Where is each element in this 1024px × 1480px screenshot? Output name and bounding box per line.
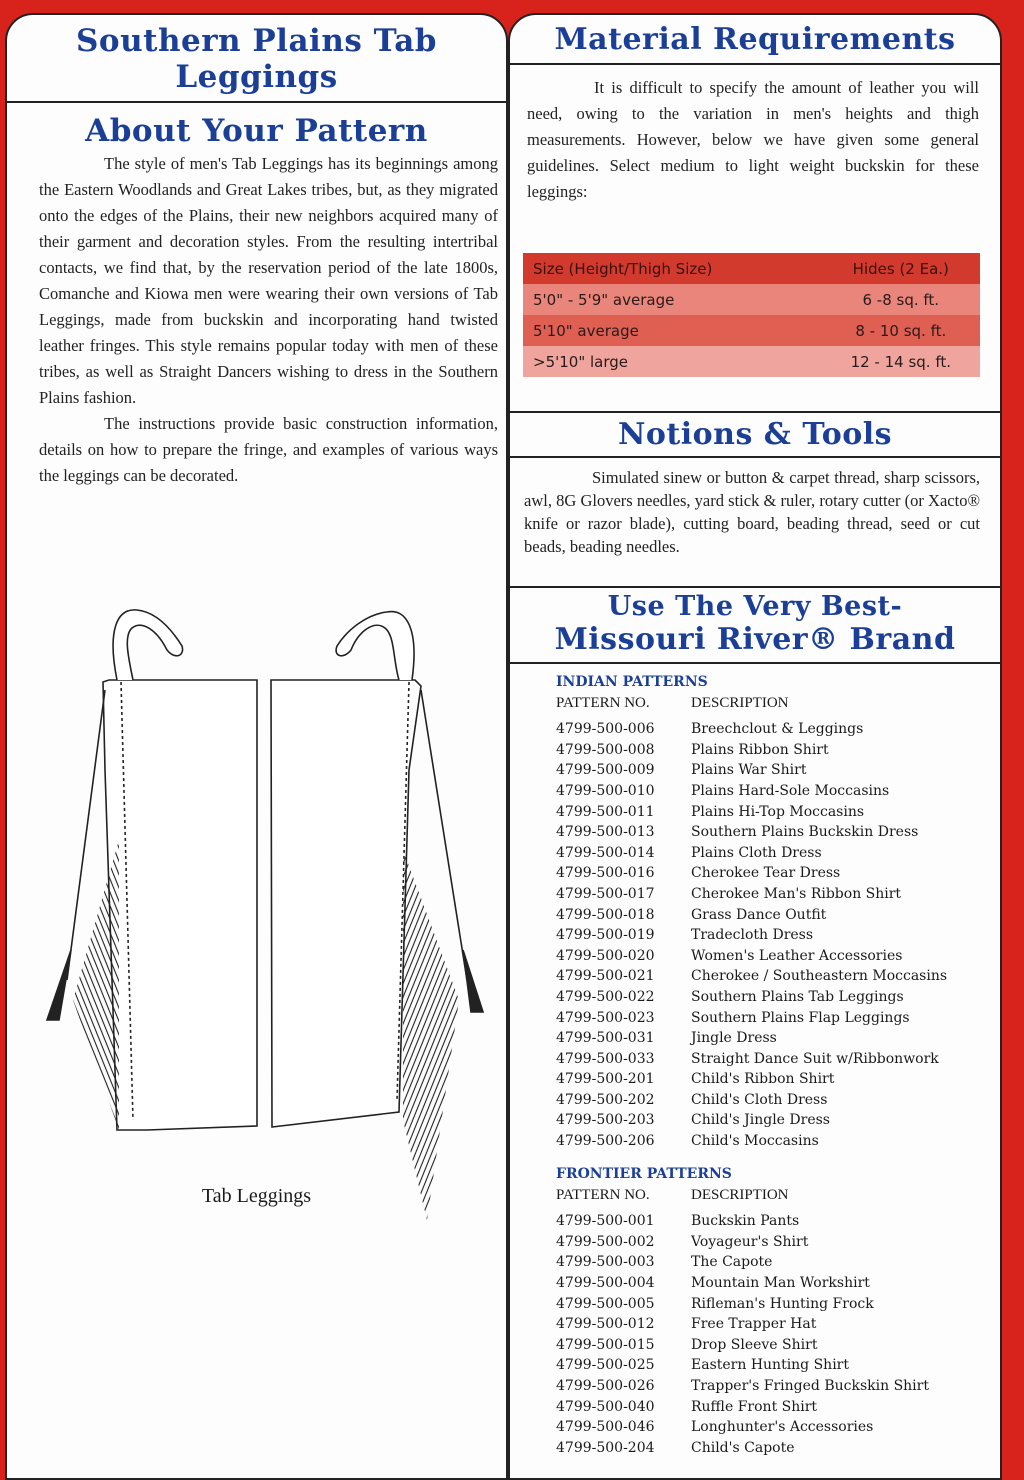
size-cell: 5'0" - 5'9" average [523,284,822,315]
pattern-description: Child's Capote [691,1439,795,1456]
pattern-number: 4799-500-020 [556,947,655,964]
list-item [556,1028,976,1049]
table-row [523,346,980,377]
pattern-number: 4799-500-033 [556,1050,655,1067]
left-panel [5,13,508,1480]
pattern-number: 4799-500-003 [556,1254,655,1271]
frontier-patterns-list [556,1164,976,1458]
pattern-number: 4799-500-026 [556,1377,655,1394]
notions-heading: Notions & Tools [617,416,893,452]
pattern-number: 4799-500-010 [556,782,655,799]
title-block [7,15,506,101]
list-item [556,1211,976,1232]
list-item [556,905,976,926]
pattern-number: 4799-500-025 [556,1357,655,1374]
illustration-caption: Tab Leggings [201,1185,312,1207]
pattern-description: Trapper's Fringed Buckskin Shirt [691,1377,929,1394]
pattern-description: Buckskin Pants [691,1213,800,1230]
list-item [556,843,976,864]
notions-text: Simulated sinew or button & carpet thread, sharp scissors, awl, 8G Glovers needles, yard stick & ruler, rotary cutter (or Xacto® knife or razor blade), cutting board, beading thread, seed or cut beads, beading needles. [524,468,980,556]
pattern-description: Drop Sleeve Shirt [691,1336,818,1353]
pattern-number: 4799-500-008 [556,741,655,758]
pattern-no-header: PATTERN NO. [556,694,650,711]
divider [7,101,506,103]
pattern-description: Jingle Dress [691,1030,777,1047]
frontier-patterns-label: FRONTIER PATTERNS [556,1166,732,1182]
list-item [556,1069,976,1090]
list-item [556,1294,976,1315]
brand-heading-line2: Missouri River® Brand [554,622,956,657]
pattern-no-header: PATTERN NO. [556,1186,650,1203]
pattern-description: Ruffle Front Shirt [691,1398,818,1415]
pattern-description: Child's Ribbon Shirt [691,1071,835,1088]
table-header-row [523,253,980,284]
pattern-description: Longhunter's Accessories [691,1419,874,1436]
brand-heading-box [510,591,1000,657]
list-item [556,1049,976,1070]
pattern-number: 4799-500-019 [556,927,655,944]
pattern-number: 4799-500-014 [556,844,655,861]
pattern-number: 4799-500-011 [556,803,655,820]
hides-column-header: Hides (2 Ea.) [822,253,980,284]
hides-cell: 8 - 10 sq. ft. [822,315,980,346]
column-header-row [556,693,976,714]
pattern-description: Plains Cloth Dress [691,844,822,861]
material-heading: Material Requirements [554,21,956,57]
pattern-number: 4799-500-023 [556,1009,655,1026]
pattern-number: 4799-500-002 [556,1233,655,1250]
pattern-description: Plains Hard-Sole Moccasins [691,782,890,799]
divider [510,662,1000,664]
list-item [556,1376,976,1397]
list-item [556,1252,976,1273]
table-row [523,315,980,346]
right-legging [271,612,483,1220]
pattern-number: 4799-500-022 [556,988,655,1005]
list-item [556,822,976,843]
left-legging [47,610,257,1130]
material-text: It is difficult to specify the amount of leather you will need, owing to the variation in men's heights and thigh measurements. However, below we have given some general guidelines. Select medium to light weight buckskin for these leggings: [527,78,979,201]
pattern-description: Eastern Hunting Shirt [691,1357,849,1374]
list-item [556,802,976,823]
about-paragraph-1: The style of men's Tab Leggings has its beginnings among the Eastern Woodlands and Great Lakes tribes, but, as they migrated onto the edges of the Plains, their new neighbors acquired many of their garment and decoration styles. From the resulting intertribal contacts, we find that, by the reservation period of the late 1800s, Comanche and Kiowa men were wearing their own versions of Tab Leggings, made from buckskin and incorporating hand twisted leather fringes. This style remains popular today with men of these tribes, as well as Straight Dancers wishing to dress in the Southern Plains fashion. [39,154,498,407]
list-item [556,925,976,946]
pattern-description: Cherokee Tear Dress [691,865,841,882]
list-item [556,987,976,1008]
pattern-description: Plains Ribbon Shirt [691,741,829,758]
pattern-number: 4799-500-013 [556,824,655,841]
pattern-description: Women's Leather Accessories [691,947,903,964]
indian-patterns-label: INDIAN PATTERNS [556,674,708,690]
indian-rows [556,719,976,1151]
pattern-number: 4799-500-004 [556,1274,655,1291]
pattern-number: 4799-500-001 [556,1213,655,1230]
list-item [556,740,976,761]
about-paragraph-2: The instructions provide basic construction information, details on how to prepare the fringe, and examples of various ways the leggings can be decorated. [39,414,498,485]
pattern-description: Breechclout & Leggings [691,721,864,738]
brand-heading-line1: Use The Very Best- [607,591,903,622]
notions-heading-box [510,413,1000,455]
pattern-number: 4799-500-016 [556,865,655,882]
pattern-number: 4799-500-005 [556,1295,655,1312]
divider [510,63,1000,65]
pattern-description: Southern Plains Buckskin Dress [691,824,919,841]
pattern-number: 4799-500-012 [556,1316,655,1333]
list-item [556,1090,976,1111]
hides-cell: 6 -8 sq. ft. [822,284,980,315]
pattern-number: 4799-500-009 [556,762,655,779]
page-title-line2: Leggings [175,59,338,95]
indian-patterns-list [556,672,976,1152]
pattern-description: Cherokee / Southeastern Moccasins [691,968,948,985]
pattern-description: Rifleman's Hunting Frock [691,1295,874,1312]
pattern-number: 4799-500-040 [556,1398,655,1415]
pattern-number: 4799-500-015 [556,1336,655,1353]
material-heading-box [510,15,1000,63]
size-column-header: Size (Height/Thigh Size) [523,253,822,284]
tab-leggings-illustration [7,600,506,1260]
pattern-number: 4799-500-031 [556,1030,655,1047]
description-header: DESCRIPTION [691,1186,789,1203]
hides-cell: 12 - 14 sq. ft. [822,346,980,377]
about-heading: About Your Pattern [85,113,428,149]
list-item [556,1131,976,1152]
pattern-description: Southern Plains Tab Leggings [691,988,904,1005]
pattern-number: 4799-500-018 [556,906,655,923]
description-header: DESCRIPTION [691,694,789,711]
list-item [556,884,976,905]
list-item [556,1273,976,1294]
page-title-line1: Southern Plains Tab [76,23,437,59]
pattern-description: Voyageur's Shirt [691,1233,809,1250]
pattern-number: 4799-500-201 [556,1071,655,1088]
pattern-description: Free Trapper Hat [691,1316,817,1333]
divider [510,456,1000,458]
list-item [556,946,976,967]
pattern-description: Mountain Man Workshirt [691,1274,870,1291]
pattern-number: 4799-500-006 [556,721,655,738]
list-item [556,781,976,802]
about-text [7,151,506,489]
divider [510,586,1000,588]
list-item [556,1314,976,1335]
size-table [523,253,980,377]
pattern-description: Straight Dance Suit w/Ribbonwork [691,1050,939,1067]
list-item [556,966,976,987]
list-item [556,719,976,740]
right-panel [508,13,1002,1480]
pattern-description: Plains Hi-Top Moccasins [691,803,865,820]
pattern-description: Tradecloth Dress [691,927,814,944]
pattern-number: 4799-500-202 [556,1091,655,1108]
size-cell: 5'10" average [523,315,822,346]
pattern-description: Child's Jingle Dress [691,1112,830,1129]
pattern-number: 4799-500-021 [556,968,655,985]
pattern-description: Southern Plains Flap Leggings [691,1009,910,1026]
pattern-description: Child's Cloth Dress [691,1091,828,1108]
list-item [556,1355,976,1376]
frontier-rows [556,1211,976,1458]
list-item [556,1438,976,1459]
table-row [523,284,980,315]
pattern-number: 4799-500-204 [556,1439,655,1456]
pattern-number: 4799-500-203 [556,1112,655,1129]
list-item [556,863,976,884]
pattern-number: 4799-500-017 [556,885,655,902]
list-item [556,1008,976,1029]
list-item [556,1232,976,1253]
pattern-description: Cherokee Man's Ribbon Shirt [691,885,902,902]
pattern-description: The Capote [691,1254,773,1271]
list-item [556,1417,976,1438]
size-cell: >5'10" large [523,346,822,377]
list-item [556,760,976,781]
pattern-number: 4799-500-046 [556,1419,655,1436]
list-item [556,1397,976,1418]
column-header-row [556,1185,976,1206]
list-item [556,1110,976,1131]
pattern-description: Grass Dance Outfit [691,906,827,923]
pattern-description: Child's Moccasins [691,1133,819,1150]
list-item [556,1335,976,1356]
pattern-number: 4799-500-206 [556,1133,655,1150]
pattern-description: Plains War Shirt [691,762,807,779]
